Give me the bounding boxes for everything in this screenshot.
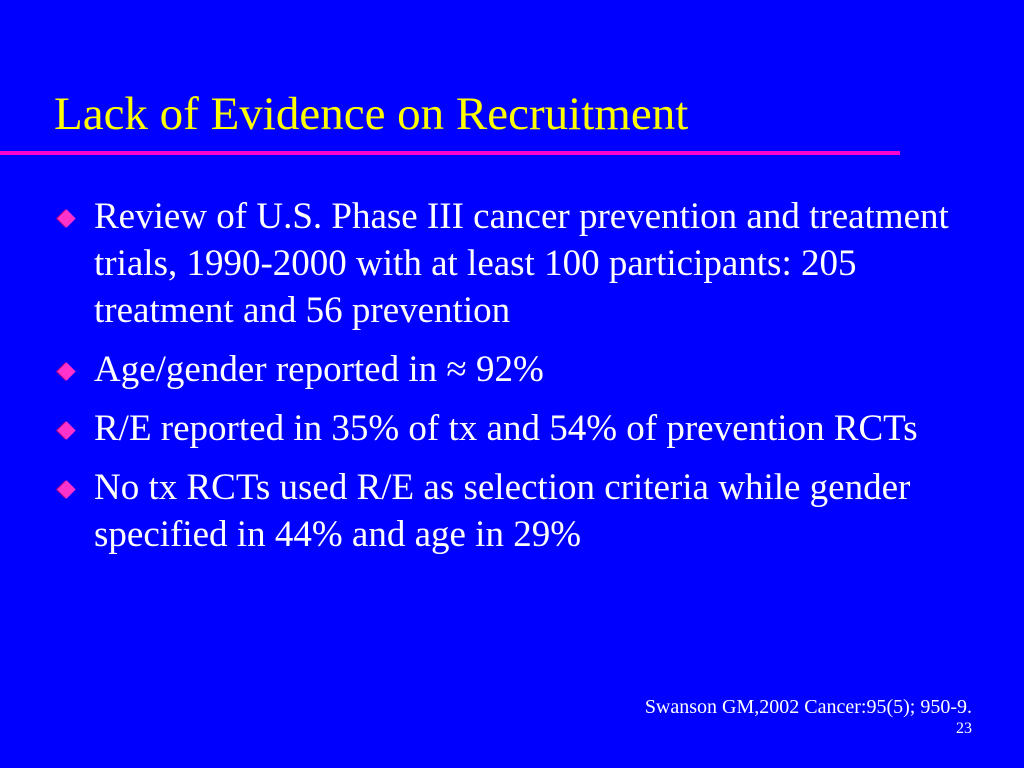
bullet-text: Review of U.S. Phase III cancer prevention and treatment trials, 1990-2000 with at least 100 participants: 205 treatment and 56 prevention [94,196,949,331]
diamond-bullet-icon [57,362,75,380]
diamond-bullet-icon [57,480,75,498]
bullet-item [54,405,979,452]
diamond-bullet-icon [57,209,75,227]
slide-title: Lack of Evidence on Recruitment [54,88,689,140]
bullet-item [54,464,979,558]
slide-number: 23 [956,720,972,737]
bullet-text: R/E reported in 35% of tx and 54% of prevention RCTs [94,408,918,449]
bullet-item [54,193,979,334]
bullet-item [54,346,979,393]
bullet-text: Age/gender reported in ≈ 92% [94,349,544,390]
citation: Swanson GM,2002 Cancer:95(5); 950-9. [644,696,972,718]
bullet-text: No tx RCTs used R/E as selection criteria while gender specified in 44% and age in 29% [94,467,911,555]
title-underline [0,151,900,155]
diamond-bullet-icon [57,421,75,439]
bullet-list [54,193,979,570]
